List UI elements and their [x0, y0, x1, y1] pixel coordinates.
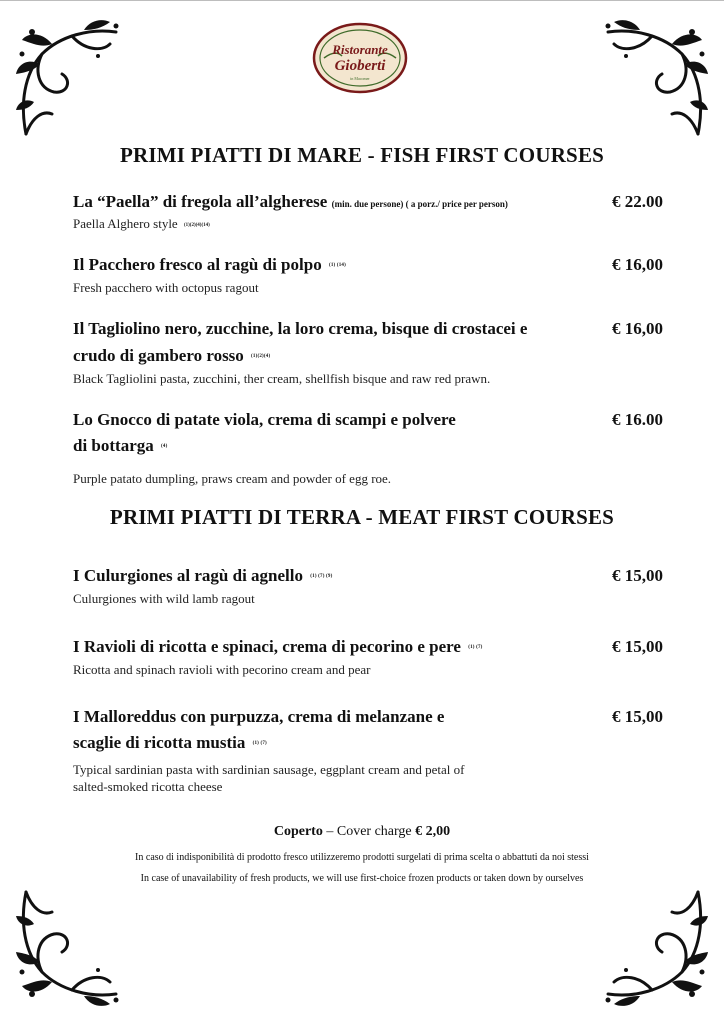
corner-ornament-top-left — [12, 14, 124, 142]
allergen-codes: (1) (7) — [252, 741, 267, 747]
dish-name-line2: scaglie di ricotta mustia — [73, 733, 246, 752]
logo-line3: in Macomer — [350, 76, 370, 81]
cover-charge-price: € 2,00 — [415, 824, 451, 839]
dish-price: € 22.00 — [612, 192, 663, 211]
dish-description-line1: Typical sardinian pasta with sardinian sausage, eggplant cream and petal of — [73, 762, 465, 778]
dish-name: I Ravioli di ricotta e spinaci, crema di pecorino e pere — [73, 637, 461, 656]
allergen-codes: (1)(2)(4)(14) — [183, 222, 210, 228]
dish-price: € 15,00 — [612, 566, 663, 585]
dish-description: Paella Alghero style — [73, 216, 178, 231]
dish-description: Ricotta and spinach ravioli with pecorino cream and pear — [73, 662, 371, 678]
allergen-codes: (4) — [161, 444, 168, 450]
dish-description: Fresh pacchero with octopus ragout — [73, 280, 259, 296]
allergen-codes: (1) (14) — [328, 263, 346, 269]
dish-paella — [73, 189, 613, 234]
dish-pacchero — [73, 252, 613, 296]
cover-charge-label: Coperto — [273, 824, 323, 839]
dish-malloreddus — [73, 704, 613, 795]
logo-line2: Gioberti — [334, 58, 386, 74]
dish-description: Purple patato dumpling, praws cream and powder of egg roe. — [73, 471, 392, 487]
dish-description-line2: salted-smoked ricotta cheese — [73, 779, 223, 795]
dish-price: € 16,00 — [612, 319, 663, 338]
dish-tagliolino — [73, 316, 613, 387]
top-border — [0, 0, 724, 1]
dish-note: (min. due persone) ( a porz./ price per person) — [331, 199, 508, 209]
allergen-codes: (1) (7) — [468, 645, 483, 651]
dish-name: I Culurgiones al ragù di agnello — [73, 566, 304, 585]
dish-price: € 15,00 — [612, 707, 663, 726]
dish-price: € 16,00 — [612, 255, 663, 274]
dish-culurgiones — [73, 563, 613, 607]
section-title-meat: PRIMI PIATTI DI TERRA - MEAT FIRST COURSES — [109, 505, 615, 529]
dish-description: Culurgiones with wild lamb ragout — [73, 591, 255, 607]
dish-price: € 16.00 — [612, 410, 663, 429]
dish-ravioli — [73, 634, 613, 678]
logo-line1: Ristorante — [332, 42, 388, 57]
dish-gnocco — [73, 407, 613, 487]
allergen-codes: (1)(2)(4) — [251, 354, 271, 360]
dish-description: Black Tagliolini pasta, zucchini, ther cream, shellfish bisque and raw red prawn. — [73, 371, 491, 387]
dish-name: Il Pacchero fresco al ragù di polpo — [73, 255, 322, 274]
disclaimer-english: In case of unavailability of fresh products, we will use first-choice frozen products or taken down by ourselves — [140, 873, 584, 884]
cover-charge-text: – Cover charge — [322, 824, 416, 839]
dish-name-line2: di bottarga — [73, 436, 154, 455]
dish-name-line1: Lo Gnocco di patate viola, crema di scampi e polvere — [73, 410, 456, 429]
dish-name-line1: Il Tagliolino nero, zucchine, la loro crema, bisque di crostacei e — [73, 319, 528, 338]
dish-price: € 15,00 — [612, 637, 663, 656]
dish-name-line2: crudo di gambero rosso — [73, 346, 244, 365]
corner-ornament-top-right — [600, 14, 712, 142]
allergen-codes: (1) (7) (9) — [310, 574, 333, 580]
dish-name-line1: I Malloreddus con purpuzza, crema di melanzane e — [73, 707, 445, 726]
section-title-fish: PRIMI PIATTI DI MARE - FISH FIRST COURSES — [119, 143, 605, 167]
restaurant-logo — [312, 22, 408, 94]
corner-ornament-bottom-left — [12, 884, 124, 1012]
disclaimer-italian: In caso di indisponibilità di prodotto fresco utilizzeremo prodotti surgelati di prima scelta o abbattuti da noi stessi — [135, 852, 589, 863]
cover-charge — [0, 824, 724, 840]
dish-name: La “Paella” di fregola all’algherese — [73, 192, 328, 211]
corner-ornament-bottom-right — [600, 884, 712, 1012]
